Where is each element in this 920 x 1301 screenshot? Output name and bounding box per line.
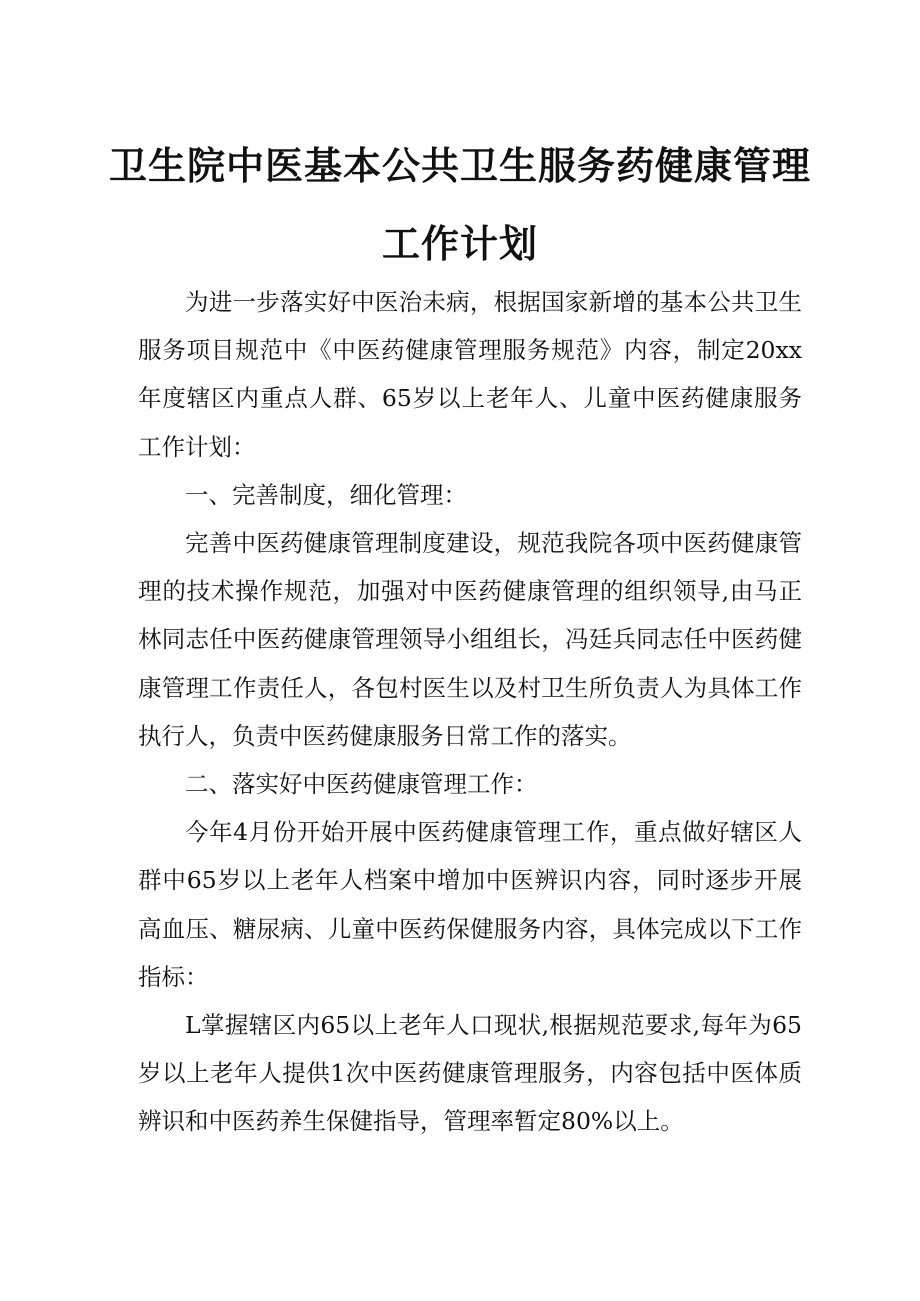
document-body [138,278,802,1146]
paragraph-section-1: 完善中医药健康管理制度建设，规范我院各项中医药健康管理的技术操作规范，加强对中医药健康管理的组织领导,由马正林同志任中医药健康管理领导小组组长，冯廷兵同志任中医药健康管理工作责任人，各包村医生以及村卫生所负责人为具体工作执行人，负责中医药健康服务日常工作的落实。 [138,529,802,750]
document-title-line-2: 工作计划 [381,222,538,266]
paragraph-section-2: 今年4月份开始开展中医药健康管理工作，重点做好辖区人群中65岁以上老年人档案中增加中医辨识内容，同时逐步开展高血压、糖尿病、儿童中医药保健服务内容，具体完成以下工作指标： [138,818,802,991]
section-heading-2: 二、落实好中医药健康管理工作： [185,770,538,799]
document-title-line-1: 卫生院中医基本公共卫生服务药健康管理 [108,144,811,188]
paragraph-item-1: L掌握辖区内65以上老年人口现状,根据规范要求,每年为65岁以上老年人提供1次中医药健康管理服务，内容包括中医体质辨识和中医药养生保健指导，管理率暂定80%以上。 [138,1011,802,1136]
paragraph-intro: 为进一步落实好中医治未病，根据国家新增的基本公共卫生服务项目规范中《中医药健康管理服务规范》内容，制定20xx年度辖区内重点人群、65岁以上老年人、儿童中医药健康服务工作计划： [138,288,802,461]
section-heading-1: 一、完善制度，细化管理： [185,480,467,509]
